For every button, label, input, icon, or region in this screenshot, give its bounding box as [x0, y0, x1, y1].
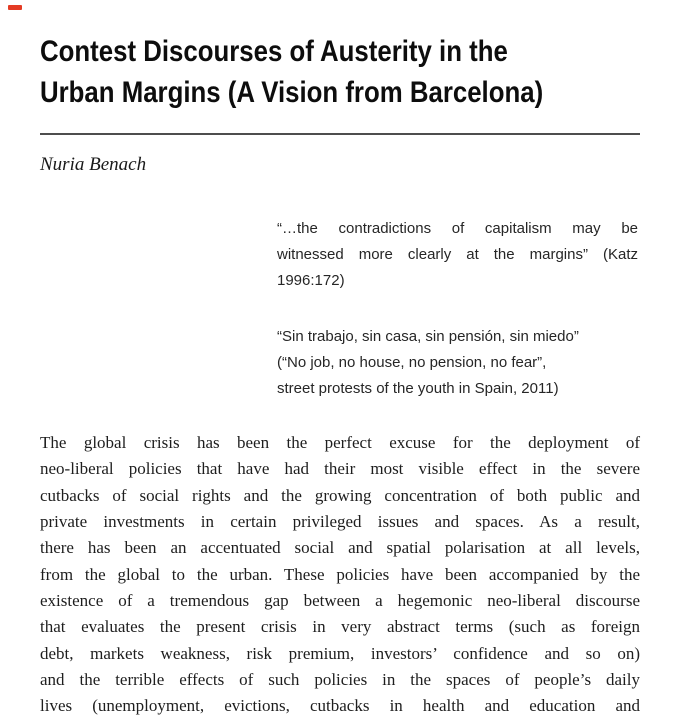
- epigraph-line: “…the contradictions of capitalism may be: [277, 220, 638, 237]
- body-line: neo-liberal policies that have had their most visible effect in the severe: [40, 459, 640, 479]
- epigraph-line: 1996:172): [277, 272, 345, 289]
- article-title-line: Urban Margins (A Vision from Barcelona): [40, 76, 544, 109]
- author-name: Nuria Benach: [40, 154, 147, 175]
- body-line: debt, markets weakness, risk premium, investors’ confidence and so on): [40, 643, 640, 663]
- body-line: cutbacks of social rights and the growing concentration of both public and: [40, 485, 640, 505]
- article-title-line: Contest Discourses of Austerity in the: [40, 35, 508, 68]
- body-paragraph: [40, 430, 640, 716]
- epigraph-line: street protests of the youth in Spain, 2011): [277, 380, 559, 397]
- body-line: private investments in certain privileged issues and spaces. As a result,: [40, 512, 640, 532]
- body-line: there has been an accentuated social and spatial polarisation at all levels,: [40, 538, 640, 558]
- title-rule-divider: [40, 133, 640, 135]
- epigraph-line: (“No job, no house, no pension, no fear”,: [277, 354, 547, 371]
- epigraph-line: witnessed more clearly at the margins” (Katz: [277, 246, 638, 263]
- red-marker: [8, 5, 22, 10]
- body-line: lives (unemployment, evictions, cutbacks in health and education and: [40, 696, 640, 716]
- article-title: [40, 31, 659, 113]
- epigraph-quote-katz: [277, 216, 638, 294]
- body-line: existence of a tremendous gap between a hegemonic neo-liberal discourse: [40, 591, 640, 611]
- body-line: from the global to the urban. These policies have been accompanied by the: [40, 564, 640, 584]
- body-line: that evaluates the present crisis in very abstract terms (such as foreign: [40, 617, 640, 637]
- epigraph-quote-spain-protests: [277, 324, 638, 402]
- body-line: The global crisis has been the perfect excuse for the deployment of: [40, 433, 640, 452]
- body-line: and the terrible effects of such policies in the spaces of people’s daily: [40, 670, 640, 690]
- epigraph-line: “Sin trabajo, sin casa, sin pensión, sin miedo”: [277, 328, 579, 345]
